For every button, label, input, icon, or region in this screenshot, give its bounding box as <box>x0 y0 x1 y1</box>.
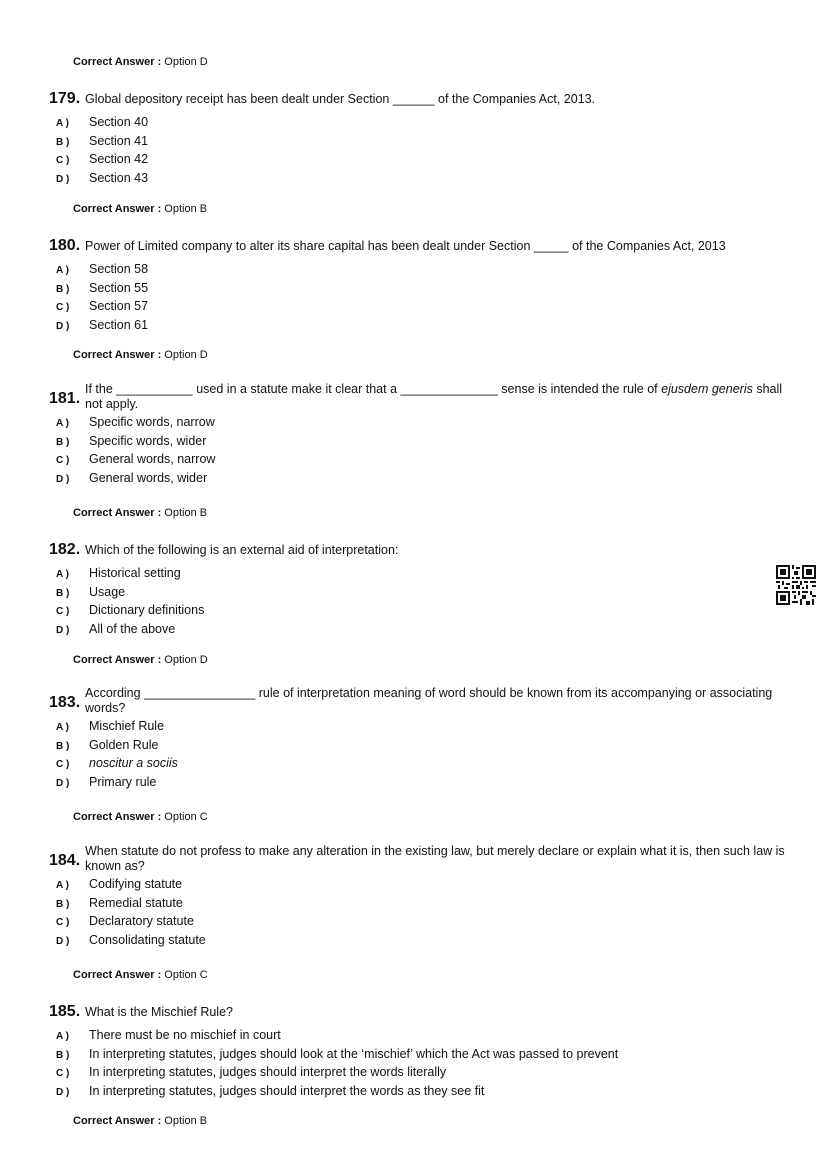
option-b[interactable] <box>49 134 789 153</box>
question-185 <box>49 1003 789 1103</box>
option-b[interactable] <box>49 281 789 300</box>
question-text <box>85 382 789 412</box>
option-letter: D ) <box>56 174 70 186</box>
option-text: In interpreting statutes, judges should interpret the words as they see fit <box>89 1084 485 1099</box>
option-letter: A ) <box>56 418 69 429</box>
option-a[interactable] <box>49 1028 789 1047</box>
question-text-part: shall not apply. <box>85 382 783 411</box>
question-number: 182. <box>49 541 81 558</box>
correct-answer-label: Correct Answer : <box>73 203 162 215</box>
option-letter: B ) <box>56 898 70 910</box>
correct-answer-label: Correct Answer : <box>73 56 162 68</box>
option-letter: B ) <box>56 587 70 599</box>
option-text: Declaratory statute <box>89 914 194 929</box>
correct-answer-value: Option B <box>164 507 208 519</box>
question-179 <box>49 90 789 190</box>
option-text: In interpreting statutes, judges should look at the ‘mischief’ which the Act was passed to prevent <box>89 1046 619 1061</box>
option-c[interactable] <box>49 1065 789 1084</box>
question-180 <box>49 237 789 337</box>
option-text: All of the above <box>89 622 176 637</box>
correct-answer-183 <box>73 811 208 823</box>
option-a[interactable] <box>49 566 789 585</box>
question-text: Global depository receipt has been dealt under Section ______ of the Companies Act, 2013. <box>85 92 596 106</box>
option-letter: C ) <box>56 455 70 467</box>
option-letter: C ) <box>56 759 70 771</box>
question-text: What is the Mischief Rule? <box>85 1005 233 1019</box>
option-text: noscitur a sociis <box>89 756 178 771</box>
option-a[interactable] <box>49 262 789 281</box>
correct-answer-label: Correct Answer : <box>73 507 162 519</box>
option-letter: A ) <box>56 880 69 891</box>
option-c[interactable] <box>49 756 789 775</box>
option-text: Codifying statute <box>89 877 183 891</box>
question-text: According ________________ rule of interpretation meaning of word should be known from its accompanying or associating words? <box>85 686 773 715</box>
option-letter: D ) <box>56 625 70 637</box>
option-text: Section 55 <box>89 280 149 295</box>
option-letter: A ) <box>56 1031 69 1042</box>
correct-answer-179 <box>73 203 207 215</box>
option-letter: B ) <box>56 740 70 752</box>
option-letter: B ) <box>56 283 70 295</box>
option-text: Historical setting <box>89 566 181 580</box>
option-a[interactable] <box>49 719 789 738</box>
correct-answer-185 <box>73 1115 207 1127</box>
option-text: Consolidating statute <box>89 933 206 948</box>
option-text: Usage <box>89 584 126 599</box>
option-text: Specific words, narrow <box>89 415 215 429</box>
question-number: 181. <box>49 390 81 407</box>
question-number: 179. <box>49 90 81 107</box>
option-text: There must be no mischief in court <box>89 1028 281 1042</box>
option-letter: A ) <box>56 569 69 580</box>
question-number: 185. <box>49 1003 81 1020</box>
correct-answer-label: Correct Answer : <box>73 1115 162 1127</box>
option-d[interactable] <box>49 471 789 490</box>
option-text: Section 58 <box>89 262 149 276</box>
question-text: Power of Limited company to alter its share capital has been dealt under Section _____ of the Companies Act, 2013 <box>85 239 726 253</box>
question-text: When statute do not profess to make any alteration in the existing law, but merely declare or explain what it is, then such law is known as? <box>85 844 785 873</box>
option-letter: D ) <box>56 321 70 333</box>
option-a[interactable] <box>49 115 789 134</box>
option-letter: D ) <box>56 778 70 790</box>
option-letter: C ) <box>56 1068 70 1080</box>
option-a[interactable] <box>49 415 789 434</box>
option-b[interactable] <box>49 585 789 604</box>
question-number: 184. <box>49 852 81 869</box>
option-c[interactable] <box>49 152 789 171</box>
option-text: Primary rule <box>89 775 157 790</box>
option-letter: C ) <box>56 302 70 314</box>
correct-answer-label: Correct Answer : <box>73 969 162 981</box>
option-b[interactable] <box>49 434 789 453</box>
question-number: 180. <box>49 237 81 254</box>
option-text: In interpreting statutes, judges should interpret the words literally <box>89 1065 447 1080</box>
option-c[interactable] <box>49 299 789 318</box>
option-c[interactable] <box>49 603 789 622</box>
option-text: General words, narrow <box>89 452 216 467</box>
option-text: Specific words, wider <box>89 433 207 448</box>
correct-answer-label: Correct Answer : <box>73 811 162 823</box>
question-181 <box>49 382 789 490</box>
option-letter: A ) <box>56 118 69 129</box>
option-b[interactable] <box>49 738 789 757</box>
option-text: Dictionary definitions <box>89 603 205 618</box>
option-b[interactable] <box>49 896 789 915</box>
option-text: Section 43 <box>89 171 149 186</box>
option-text: Section 57 <box>89 299 149 314</box>
question-182 <box>49 541 789 641</box>
option-d[interactable] <box>49 933 789 952</box>
question-number: 183. <box>49 694 81 711</box>
option-letter: B ) <box>56 436 70 448</box>
question-183 <box>49 686 789 794</box>
option-c[interactable] <box>49 452 789 471</box>
correct-answer-180 <box>73 349 208 361</box>
option-text: Section 40 <box>89 115 149 129</box>
option-letter: C ) <box>56 917 70 929</box>
option-letter: A ) <box>56 265 69 276</box>
option-b[interactable] <box>49 1047 789 1066</box>
correct-answer-value: Option D <box>164 349 208 361</box>
correct-answer-181 <box>73 507 207 519</box>
option-letter: A ) <box>56 722 69 733</box>
option-d[interactable] <box>49 171 789 190</box>
option-letter: B ) <box>56 1049 70 1061</box>
question-text-italic: ejusdem generis <box>661 382 753 396</box>
option-text: Mischief Rule <box>89 719 165 733</box>
option-text: Remedial statute <box>89 895 183 910</box>
option-d[interactable] <box>49 622 789 641</box>
option-d[interactable] <box>49 1084 789 1103</box>
option-d[interactable] <box>49 318 789 337</box>
correct-answer-value: Option D <box>164 56 208 68</box>
qr-code-icon <box>776 565 816 605</box>
option-letter: C ) <box>56 606 70 618</box>
correct-answer-value: Option C <box>164 811 208 823</box>
option-text: Section 42 <box>89 152 149 167</box>
option-text: Golden Rule <box>89 737 159 752</box>
option-text: General words, wider <box>89 471 208 486</box>
question-text: Which of the following is an external aid of interpretation: <box>85 543 399 557</box>
correct-answer-value: Option C <box>164 969 208 981</box>
option-letter: D ) <box>56 1087 70 1099</box>
question-text-part: If the ___________ used in a statute make it clear that a ______________ sense is intended the rule of <box>85 382 662 396</box>
correct-answer-184 <box>73 969 208 981</box>
option-letter: D ) <box>56 936 70 948</box>
option-d[interactable] <box>49 775 789 794</box>
correct-answer-182 <box>73 654 208 666</box>
option-c[interactable] <box>49 914 789 933</box>
option-text: Section 61 <box>89 318 149 333</box>
question-184 <box>49 844 789 952</box>
option-a[interactable] <box>49 877 789 896</box>
correct-answer-value: Option D <box>164 654 208 666</box>
option-letter: D ) <box>56 474 70 486</box>
correct-answer-label: Correct Answer : <box>73 349 162 361</box>
option-letter: B ) <box>56 136 70 148</box>
option-text: Section 41 <box>89 133 149 148</box>
correct-answer-value: Option B <box>164 1115 208 1127</box>
option-letter: C ) <box>56 155 70 167</box>
correct-answer-value: Option B <box>164 203 208 215</box>
correct-answer-top <box>73 56 208 68</box>
correct-answer-label: Correct Answer : <box>73 654 162 666</box>
